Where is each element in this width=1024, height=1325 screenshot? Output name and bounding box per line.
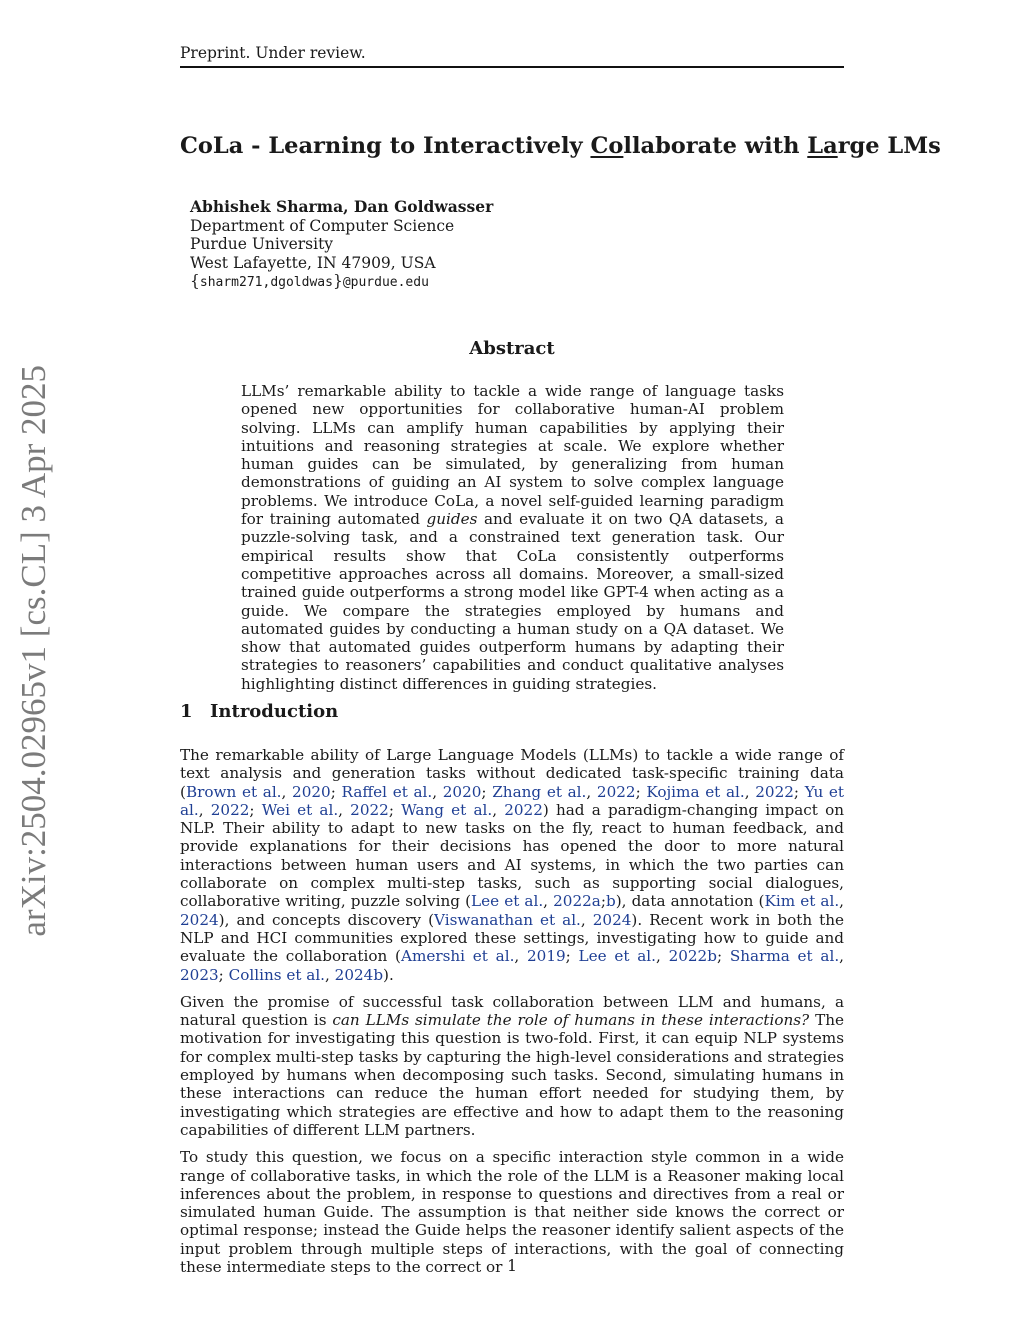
- citation-yu[interactable]: Yu et al.: [180, 782, 845, 819]
- citation-kojima-year[interactable]: 2022: [755, 782, 794, 801]
- citation-raffel[interactable]: Raffel et al.: [341, 782, 433, 801]
- citation-kim[interactable]: Kim et al.: [764, 892, 840, 911]
- citation-lee-b-year[interactable]: b: [605, 892, 616, 911]
- paper-title: CoLa - Learning to Interactively Collaborate with Large LMs: [180, 133, 941, 159]
- intro-paragraph-1: The remarkable ability of Large Language Models (LLMs) to tackle a wide range of text analysis and generation tasks without dedicated task-specific training data (Brown et al., 2020; Raffel et al., 2020; Zhang et al., 2022; Kojima et al., 2022; Yu et al., 2022; Wei et al., 2022; Wang et al., 2022) had a paradigm-changing impact on NLP. Their ability to adapt to new tasks on the fly, react to human feedback, and provide explanations for their decisions has opened the door to more natural interactions between human users and AI systems, in which the two parties can collaborate on complex multi-step tasks, such as supporting social dialogues, collaborative writing, puzzle solving (Lee et al., 2022a;b), data annotation (Kim et al., 2024), and concepts discovery (Viswanathan et al., 2024). Recent work in both the NLP and HCI communities explored these settings, investigating how to guide and evaluate the collaboration (Amershi et al., 2019; Lee et al., 2022b; Sharma et al., 2023; Collins et al., 2024b).: [180, 746, 845, 984]
- citation-yu-year[interactable]: 2022: [210, 800, 250, 819]
- citation-kim-year[interactable]: 2024: [180, 910, 219, 929]
- citation-collins[interactable]: Collins et al.: [228, 965, 326, 984]
- citation-lee-a[interactable]: Lee et al.: [471, 892, 544, 911]
- citation-lee-a-year[interactable]: 2022a: [553, 892, 601, 911]
- section-number: 1: [180, 701, 193, 722]
- author-location: West Lafayette, IN 47909, USA: [190, 253, 436, 272]
- citation-lee-2022b-year[interactable]: 2022b: [668, 947, 717, 966]
- author-department: Department of Computer Science: [190, 216, 455, 235]
- citation-lee-2022b[interactable]: Lee et al.: [578, 947, 656, 966]
- research-question: can LLMs simulate the role of humans in these interactions?: [332, 1011, 810, 1030]
- citation-sharma[interactable]: Sharma et al.: [729, 947, 840, 966]
- abstract-text: LLMs’ remarkable ability to tackle a wide range of language tasks opened new opportunities for collaborative human-AI problem solving. LLMs can amplify human capabilities by applying their intuitions and reasoning strategies at scale. We explore whether human guides can be simulated, by generalizing from human demonstrations of guiding an AI system to solve complex language problems. We introduce CoLa, a novel self-guided learning paradigm for training automated guides and evaluate it on two QA datasets, a puzzle-solving task, and a constrained text generation task. Our empirical results show that CoLa consistently outperforms competitive approaches across all domains. Moreover, a small-sized trained guide outperforms a strong model like GPT-4 when acting as a guide. We compare the strategies employed by humans and automated guides by conducting a human study on a QA dataset. We show that automated guides outperform humans by adapting their strategies to reasoners’ capabilities and conduct qualitative analyses highlighting distinct differences in guiding strategies.: [241, 382, 784, 693]
- author-names: Abhishek Sharma, Dan Goldwasser: [190, 197, 494, 216]
- citation-brown[interactable]: Brown et al.: [185, 782, 282, 801]
- citation-wei[interactable]: Wei et al.: [261, 800, 339, 819]
- intro-paragraph-2: Given the promise of successful task collaboration between LLM and humans, a natural question is can LLMs simulate the role of humans in these interactions? The motivation for investigating this question is two-fold. First, it can equip NLP systems for complex multi-step tasks by capturing the high-level considerations and strategies employed by humans when decomposing such tasks. Second, simulating humans in these interactions can reduce the human effort needed for studying them, by investigating which strategies are effective and how to adapt them to the reasoning capabilities of different LLM partners.: [180, 992, 844, 1139]
- citation-sharma-year[interactable]: 2023: [180, 965, 219, 984]
- citation-wei-year[interactable]: 2022: [350, 800, 389, 819]
- author-email: {sharm271,dgoldwas}@purdue.edu: [190, 272, 429, 290]
- author-university: Purdue University: [190, 235, 334, 253]
- page-number: 1: [507, 1257, 517, 1275]
- citation-wang[interactable]: Wang et al.: [401, 800, 493, 819]
- citation-viswanathan[interactable]: Viswanathan et al.: [434, 910, 581, 929]
- citation-wang-year[interactable]: 2022: [504, 800, 543, 819]
- citation-amershi[interactable]: Amershi et al.: [400, 947, 515, 966]
- citation-brown-year[interactable]: 2020: [292, 782, 331, 801]
- abstract-heading: Abstract: [469, 338, 555, 359]
- arxiv-identifier: arXiv:2504.02965v1 [cs.CL] 3 Apr 2025: [14, 365, 53, 937]
- author-block: [190, 198, 493, 293]
- citation-amershi-year[interactable]: 2019: [527, 947, 566, 966]
- section-heading-introduction: [180, 700, 338, 724]
- citation-viswanathan-year[interactable]: 2024: [592, 910, 632, 929]
- running-header: Preprint. Under review.: [180, 44, 844, 68]
- citation-zhang-year[interactable]: 2022: [596, 782, 636, 801]
- citation-zhang[interactable]: Zhang et al.: [492, 782, 587, 801]
- title-underline-la: La: [807, 133, 838, 159]
- title-underline-co: Co: [590, 133, 624, 159]
- citation-kojima[interactable]: Kojima et al.: [646, 782, 745, 801]
- introduction-body: [180, 746, 844, 1285]
- section-title: Introduction: [210, 701, 339, 722]
- citation-raffel-year[interactable]: 2020: [442, 782, 482, 801]
- citation-collins-year[interactable]: 2024b: [334, 965, 384, 984]
- intro-paragraph-3: To study this question, we focus on a specific interaction style common in a wide range of collaborative tasks, in which the role of the LLM is a Reasoner making local inferences about the problem, in response to questions and directives from a real or simulated human Guide. The assumption is that neither side knows the correct or optimal response; instead the Guide helps the reasoner identify salient aspects of the input problem through multiple steps of interactions, with the goal of connecting these intermediate steps to the correct or: [180, 1148, 844, 1277]
